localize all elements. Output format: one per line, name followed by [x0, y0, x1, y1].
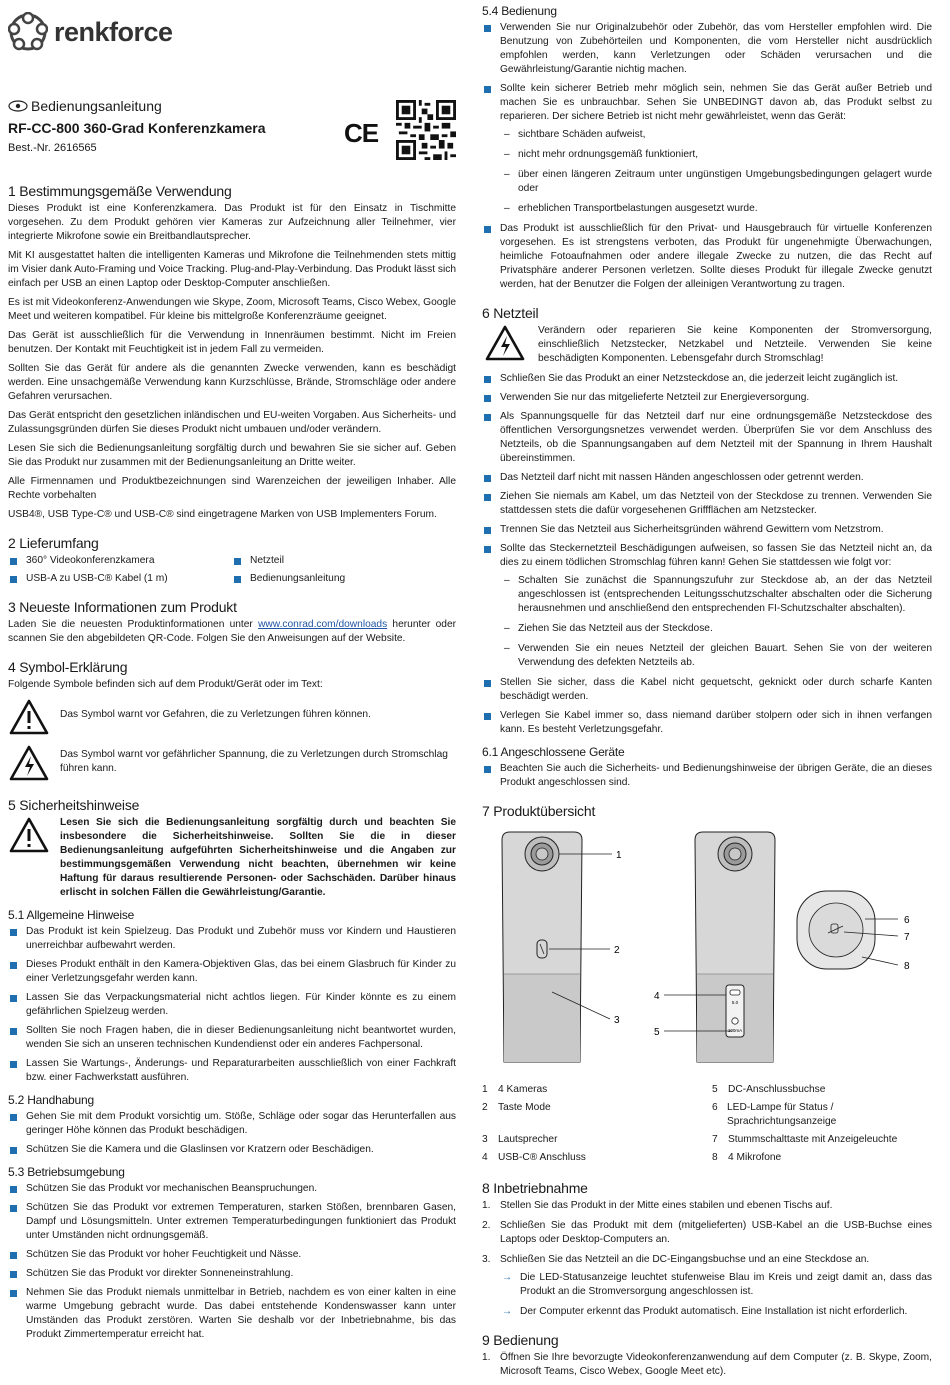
- high-voltage-icon: [8, 744, 50, 782]
- list-item: Sollten Sie noch Fragen haben, die in dieser Bedienungsanleitung nicht beantwortet wurden, wenden Sie sich an unseren technischen Kundendienst oder ein anderes Fachpersonal.: [8, 1024, 456, 1052]
- list-item: Dieses Produkt enthält in den Kamera-Objektiven Glas, das bei einem Glasbruch für Kinder zu einer Verletzungsgefahr werden kann.: [8, 958, 456, 986]
- paragraph: Es ist mit Videokonferenz-Anwendungen wie Skype, Zoom, Microsoft Teams, Cisco Webex, Google Meet und weiteren kompatibel. Für kleine bis mittelgroße Konferenzräume geeignet.: [8, 297, 456, 322]
- list-item: 1. Stellen Sie das Produkt in der Mitte eines stabilen und ebenen Tischs auf.: [482, 1200, 833, 1211]
- legend-item: 5 DC-Anschlussbuchse: [712, 1084, 826, 1095]
- list-item: Schützen Sie das Produkt vor mechanischen Beanspruchungen.: [8, 1182, 456, 1196]
- eye-icon: [8, 100, 28, 112]
- section-9-title: 9 Bedienung: [482, 1332, 559, 1348]
- paragraph: Das Gerät ist ausschließlich für die Verwendung in Innenräumen bestimmt. Nicht im Freien benutzen. Der Kontakt mit Feuchtigkeit ist in jedem Fall zu vermeiden.: [8, 330, 456, 355]
- list-item: Das Produkt ist kein Spielzeug. Das Produkt und Zubehör muss vor Kindern und Haustieren unerreichbar aufbewahrt werden.: [8, 925, 456, 953]
- section-3-title: 3 Neueste Informationen zum Produkt: [8, 599, 237, 615]
- paragraph: Lesen Sie sich die Bedienungsanleitung sorgfältig durch und bewahren Sie sie sicher auf. Geben Sie das Produkt nur zusammen mit der Bedienungsanleitung an Dritte weiter.: [8, 443, 456, 468]
- list-item: Verwenden Sie nur das mitgelieferte Netzteil zur Energieversorgung.: [482, 391, 932, 405]
- warning-triangle-icon: [8, 816, 50, 854]
- list-item: 1. Öffnen Sie Ihre bevorzugte Videokonferenzanwendung auf dem Computer (z. B. Skype, Zoom, Microsoft Teams, Cisco Webex, Google Meet etc).: [482, 1352, 932, 1377]
- overview-legend: [482, 1083, 932, 1165]
- symbol-row-warning: [8, 698, 456, 736]
- paragraph: Das Gerät entspricht den gesetzlichen inländischen und EU-weiten Vorgaben. Aus Sicherheits- und Zulassungsgründen dürfen Sie dieses Produkt nicht umbauen und/oder verändern.: [8, 410, 456, 435]
- bullet-list: [8, 1110, 456, 1157]
- section-6-1-title: 6.1 Angeschlossene Geräte: [482, 745, 625, 759]
- high-voltage-icon: [484, 324, 526, 362]
- section-4-title: 4 Symbol-Erklärung: [8, 659, 128, 675]
- bullet-list: [482, 372, 932, 737]
- list-item: Netzteil: [232, 554, 456, 568]
- renkforce-logo-icon: [8, 12, 48, 52]
- list-item: USB-A zu USB-C® Kabel (1 m): [8, 572, 232, 586]
- list-item: Als Spannungsquelle für das Netzteil darf nur eine ordnungsgemäße Netzsteckdose des öffentlichen Versorgungsnetzes verwendet werden. Überprüfen Sie vor dem Anschluss des Netzteils, ob die Spannungsangaben auf dem Netzteil mit der Spannung in Ihrem Haushalt übereinstimmen.: [482, 410, 932, 466]
- list-item: Verlegen Sie Kabel immer so, dass niemand darüber stolpern oder sich in ihnen verfangen kann. Es besteht Verletzungsgefahr.: [482, 709, 932, 737]
- list-item: Verwenden Sie nur Originalzubehör oder Zubehör, das vom Hersteller empfohlen wird. Die Benutzung von Zubehörteilen und Komponenten, die vom Hersteller nicht ausdrücklich empfohlen werden, kann Verletzungen oder Schäden verursachen und die Gewährleistung/Garantie nichtig machen.: [482, 21, 932, 77]
- callout-1: 1: [616, 850, 622, 861]
- list-item: 2. Schließen Sie das Produkt mit dem (mitgelieferten) USB-Kabel an die USB-Buchse eines Laptops oder Desktop-Computers an.: [482, 1220, 932, 1245]
- list-item: Ziehen Sie niemals am Kabel, um das Netzteil von der Steckdose zu trennen. Verwenden Sie stattdessen stets die dafür vorgesehenen Griffflächen am Netzstecker.: [482, 490, 932, 518]
- bullet-list: [8, 925, 456, 1085]
- product-title: RF-CC-800 360-Grad Konferenzkamera: [8, 120, 266, 136]
- numbered-list: [482, 1351, 932, 1379]
- callout-6: 6: [904, 915, 910, 926]
- legend-item: 4 USB-C® Anschluss: [482, 1152, 586, 1163]
- paragraph: [8, 618, 456, 646]
- list-item: 360° Videokonferenzkamera: [8, 554, 232, 568]
- legend-item: 7 Stummschalttaste mit Anzeigeleuchte: [712, 1134, 898, 1145]
- text: herunter oder scannen Sie den abgebildeten QR-Code. Folgen Sie den Anweisungen auf der Website.: [8, 619, 457, 644]
- camera-front-view: [502, 832, 582, 1062]
- list-item: 3. Schließen Sie das Netzteil an die DC-Eingangsbuchse und an eine Steckdose an. → Die LED-Statusanzeige leuchtet stufenweise Blau im Kreis und zeigt damit an, dass das Produkt an die Stromversorgung angeschlossen ist. → Der Computer erkennt das Produkt automatisch. Eine Installation ist nicht erforderlich.: [482, 1253, 932, 1319]
- legend-item: 2 Taste Mode: [482, 1102, 551, 1113]
- power-warning-text: Verändern oder reparieren Sie keine Komponenten der Stromversorgung, einschließlich Netzstecker, Netzkabel und Netzteile. Verwenden Sie keine beschädigten Komponenten. Lebensgefahr durch Stromschlag!: [538, 325, 932, 364]
- ce-mark: CE: [344, 118, 379, 148]
- paragraph: Sollten Sie das Gerät für andere als die genannten Zwecke verwenden, kann es beschädigt werden. Eine unsachgemäße Verwendung kann Kurzschlüsse, Brände, Stromschläge oder andere Gefahren verursachen.: [8, 363, 456, 402]
- section-5-2-title: 5.2 Handhabung: [8, 1093, 94, 1107]
- list-item: Beachten Sie auch die Sicherheits- und Bedienungshinweise der übrigen Geräte, die an dieses Produkt angeschlossen sind.: [482, 762, 932, 790]
- list-item: Schützen Sie das Produkt vor direkter Sonneneinstrahlung.: [8, 1267, 456, 1281]
- list-item: Schließen Sie das Produkt an einer Netzsteckdose an, die jederzeit leicht zugänglich ist.: [482, 372, 932, 386]
- camera-back-view: [695, 832, 775, 1062]
- bullet-list: [482, 21, 932, 292]
- list-item: Schützen Sie das Produkt vor hoher Feuchtigkeit und Nässe.: [8, 1248, 456, 1262]
- bullet-list: [482, 762, 932, 790]
- dash-list: [500, 128, 932, 216]
- brand-name: renkforce: [54, 16, 173, 47]
- manual-heading: [8, 98, 456, 114]
- section-5-title: 5 Sicherheitshinweise: [8, 797, 140, 813]
- legend-item: 6 LED-Lampe für Status / Sprachrichtungsanzeige: [712, 1102, 837, 1127]
- symbol-description: Das Symbol warnt vor Gefahren, die zu Verletzungen führen können.: [60, 709, 371, 720]
- legend-item: 1 4 Kameras: [482, 1084, 548, 1095]
- port-label: 100mA: [727, 1028, 743, 1033]
- right-column: [482, 2, 932, 1385]
- list-item: Bedienungsanleitung: [232, 572, 456, 586]
- section-5-3-title: 5.3 Betriebsumgebung: [8, 1165, 125, 1179]
- list-item: Schützen Sie die Kamera und die Glaslinsen vor Kratzern oder Beschädigen.: [8, 1143, 456, 1157]
- list-item: Nehmen Sie das Produkt niemals unmittelbar in Betrieb, nachdem es von einer kalten in eine warme Umgebung gebracht wurde. Das dabei entstehende Kondenswasser kann unter Umständen das Produkt zerstören. Warten Sie deshalb vor der Inbetriebnahme, bis das Produkt Zimmertemperatur erreicht hat.: [8, 1286, 456, 1342]
- brand-logo: [8, 12, 173, 52]
- list-item: – Ziehen Sie das Netzteil aus der Steckdose.: [500, 622, 932, 636]
- callout-2: 2: [614, 945, 620, 956]
- callout-8: 8: [904, 961, 910, 972]
- paragraph: Mit KI ausgestattet halten die intelligenten Kameras und Mikrofone die Teilnehmenden stets mittig im Visier dank Auto-Framing und Voice Tracking. Plug-and-Play-Verbindung. Das Produkt lässt sich einfach per USB an einen Laptop oder Desktop-Computer anschließen.: [8, 250, 456, 289]
- list-item: – Schalten Sie zunächst die Spannungszufuhr zur Steckdose ab, an der das Netzteil angeschlossen ist (entsprechenden Leitungsschutzschalter abschalten oder die Sicherung herausnehmen und anschließend den entsprechenden FI-Schutzschalter abschalten).: [500, 574, 932, 616]
- text: Sollte das Steckernetzteil Beschädigungen aufweisen, so fassen Sie das Netzteil nicht an, da dies zu einem tödlichen Stromschlag führen kann! Gehen Sie stattdessen wie folgt vor:: [500, 543, 932, 568]
- list-item: Gehen Sie mit dem Produkt vorsichtig um. Stöße, Schläge oder sogar das Herunterfallen aus geringer Höhe können das Produkt beschädigen.: [8, 1110, 456, 1138]
- left-column: [8, 172, 456, 1347]
- list-item: [482, 542, 932, 670]
- list-item: – über einen längeren Zeitraum unter ungünstigen Umgebungsbedingungen gelagert wurde oder: [500, 168, 932, 196]
- section-5-4-title: 5.4 Bedienung: [482, 4, 557, 18]
- result-list: [500, 1271, 932, 1319]
- list-item: – nicht mehr ordnungsgemäß funktioniert,: [500, 148, 932, 162]
- section-1-title: 1 Bestimmungsgemäße Verwendung: [8, 183, 232, 199]
- list-item: → Die LED-Statusanzeige leuchtet stufenweise Blau im Kreis und zeigt damit an, dass das Produkt an die Stromversorgung angeschlossen ist.: [500, 1271, 932, 1299]
- qr-code-icon[interactable]: [396, 100, 456, 160]
- delivery-list: [8, 554, 456, 586]
- section-5-1-title: 5.1 Allgemeine Hinweise: [8, 908, 135, 922]
- list-item: [482, 82, 932, 216]
- list-item: – Verwenden Sie ein neues Netzteil der gleichen Bauart. Sehen Sie von der weiteren Verwendung des defekten Netzteils ab.: [500, 642, 932, 670]
- dash-list: [500, 574, 932, 670]
- manual-label: Bedienungsanleitung: [31, 98, 162, 114]
- product-overview-illustration: [482, 822, 932, 1072]
- list-item: – erheblichen Transportbelastungen ausgesetzt wurde.: [500, 202, 932, 216]
- section-8-title: 8 Inbetriebnahme: [482, 1180, 588, 1196]
- section-7-title: 7 Produktübersicht: [482, 803, 596, 819]
- section-6-title: 6 Netzteil: [482, 305, 539, 321]
- callout-4: 4: [654, 991, 660, 1002]
- section-2-title: 2 Lieferumfang: [8, 535, 99, 551]
- list-item: Trennen Sie das Netzteil aus Sicherheitsgründen während Gewittern vom Netzstrom.: [482, 523, 932, 537]
- numbered-list: [482, 1199, 932, 1319]
- list-item: Lassen Sie das Verpackungsmaterial nicht achtlos liegen. Für Kinder könnte es zu einem gefährlichen Spielzeug werden.: [8, 991, 456, 1019]
- list-item: Das Produkt ist ausschließlich für den Privat- und Hausgebrauch für virtuelle Konferenzen vorgesehen. Es ist strengstens verboten, das Produkt für ungenehmigte Überwachungen, heimliche Fotoaufnahmen oder andere illegale Zwecke zu nutzen, die das Recht auf Privatsphäre anderer Personen verletzen. Sollte dieses Produkt für illegale Zwecke genutzt werden, hat der Benutzer die Folgen der alleinigen Verantwortung zu tragen.: [482, 222, 932, 292]
- legend-item: 8 4 Mikrofone: [712, 1152, 782, 1163]
- power-warning: [482, 324, 932, 366]
- legend-item: 3 Lautsprecher: [482, 1134, 558, 1145]
- order-number: Best.-Nr. 2616565: [8, 142, 97, 154]
- text: Laden Sie die neuesten Produktinformationen unter: [8, 619, 259, 630]
- port-label: 5.0: [731, 1000, 739, 1005]
- list-item: Stellen Sie sicher, dass die Kabel nicht gequetscht, geknickt oder durch scharfe Kanten beschädigt werden.: [482, 676, 932, 704]
- warning-triangle-icon: [8, 698, 50, 736]
- list-item: Schützen Sie das Produkt vor extremen Temperaturen, starken Stößen, brennbaren Gasen, Dampf und Lösungsmitteln. Unter extremen Temperaturbedingungen funktioniert das Produkt unter Umständen nicht ordnungsgemäß.: [8, 1201, 456, 1243]
- callout-5: 5: [654, 1027, 660, 1038]
- paragraph: Folgende Symbole befinden sich auf dem Produkt/Gerät oder im Text:: [8, 679, 323, 690]
- text: Sollte kein sicherer Betrieb mehr möglich sein, nehmen Sie das Gerät außer Betrieb und machen Sie es unbrauchbar. Sehen Sie UNBEDINGT davon ab, das Produkt selbst zu reparieren. Der sichere Betrieb ist nicht mehr gewährleistet, wenn das Gerät:: [500, 83, 932, 122]
- list-item: Das Netzteil darf nicht mit nassen Händen angeschlossen oder getrennt werden.: [482, 471, 932, 485]
- bullet-list: [8, 1182, 456, 1342]
- callout-3: 3: [614, 1015, 620, 1026]
- safety-intro: [8, 816, 456, 900]
- symbol-row-voltage: [8, 744, 456, 782]
- symbol-description: Das Symbol warnt vor gefährlicher Spannung, die zu Verletzungen durch Stromschlag führen kann.: [60, 749, 448, 774]
- safety-intro-text: Lesen Sie sich die Bedienungsanleitung sorgfältig durch und beachten Sie insbesondere die Sicherheitshinweise. Sollten Sie die in dieser Bedienungsanleitung aufgeführten Sicherheitshinweise und die Angaben zur bestimmungsgemäßen Verwendung nicht beachten, übernehmen wir keine Haftung für daraus resultierende Personen- oder Sachschäden. Darüber hinaus erlischt in solchen Fällen die Gewährleistung/Garantie.: [60, 817, 456, 898]
- callout-7: 7: [904, 932, 910, 943]
- downloads-link[interactable]: www.conrad.com/downloads: [258, 619, 388, 630]
- document-header: [8, 98, 456, 154]
- paragraph: Alle Firmennamen und Produktbezeichnungen sind Warenzeichen der jeweiligen Inhaber. Alle Rechte vorbehalten: [8, 476, 456, 501]
- paragraph: Dieses Produkt ist eine Konferenzkamera. Das Produkt ist für den Einsatz in Tischmitte vorgesehen. Zu dem Produkt gehören vier Kameras zur Aufzeichnung aller Teilnehmer, vier integrierte Mikrofone sowie ein Breitbandlautsprecher.: [8, 203, 456, 242]
- list-item: – sichtbare Schäden aufweist,: [500, 128, 932, 142]
- list-item: Lassen Sie Wartungs-, Änderungs- und Reparaturarbeiten ausschließlich von einer Fachkraft bzw. einer Fachwerkstatt ausführen.: [8, 1057, 456, 1085]
- paragraph: USB4®, USB Type-C® und USB-C® sind eingetragene Marken von USB Implementers Forum.: [8, 509, 437, 520]
- list-item: → Der Computer erkennt das Produkt automatisch. Eine Installation ist nicht erforderlich.: [500, 1305, 932, 1319]
